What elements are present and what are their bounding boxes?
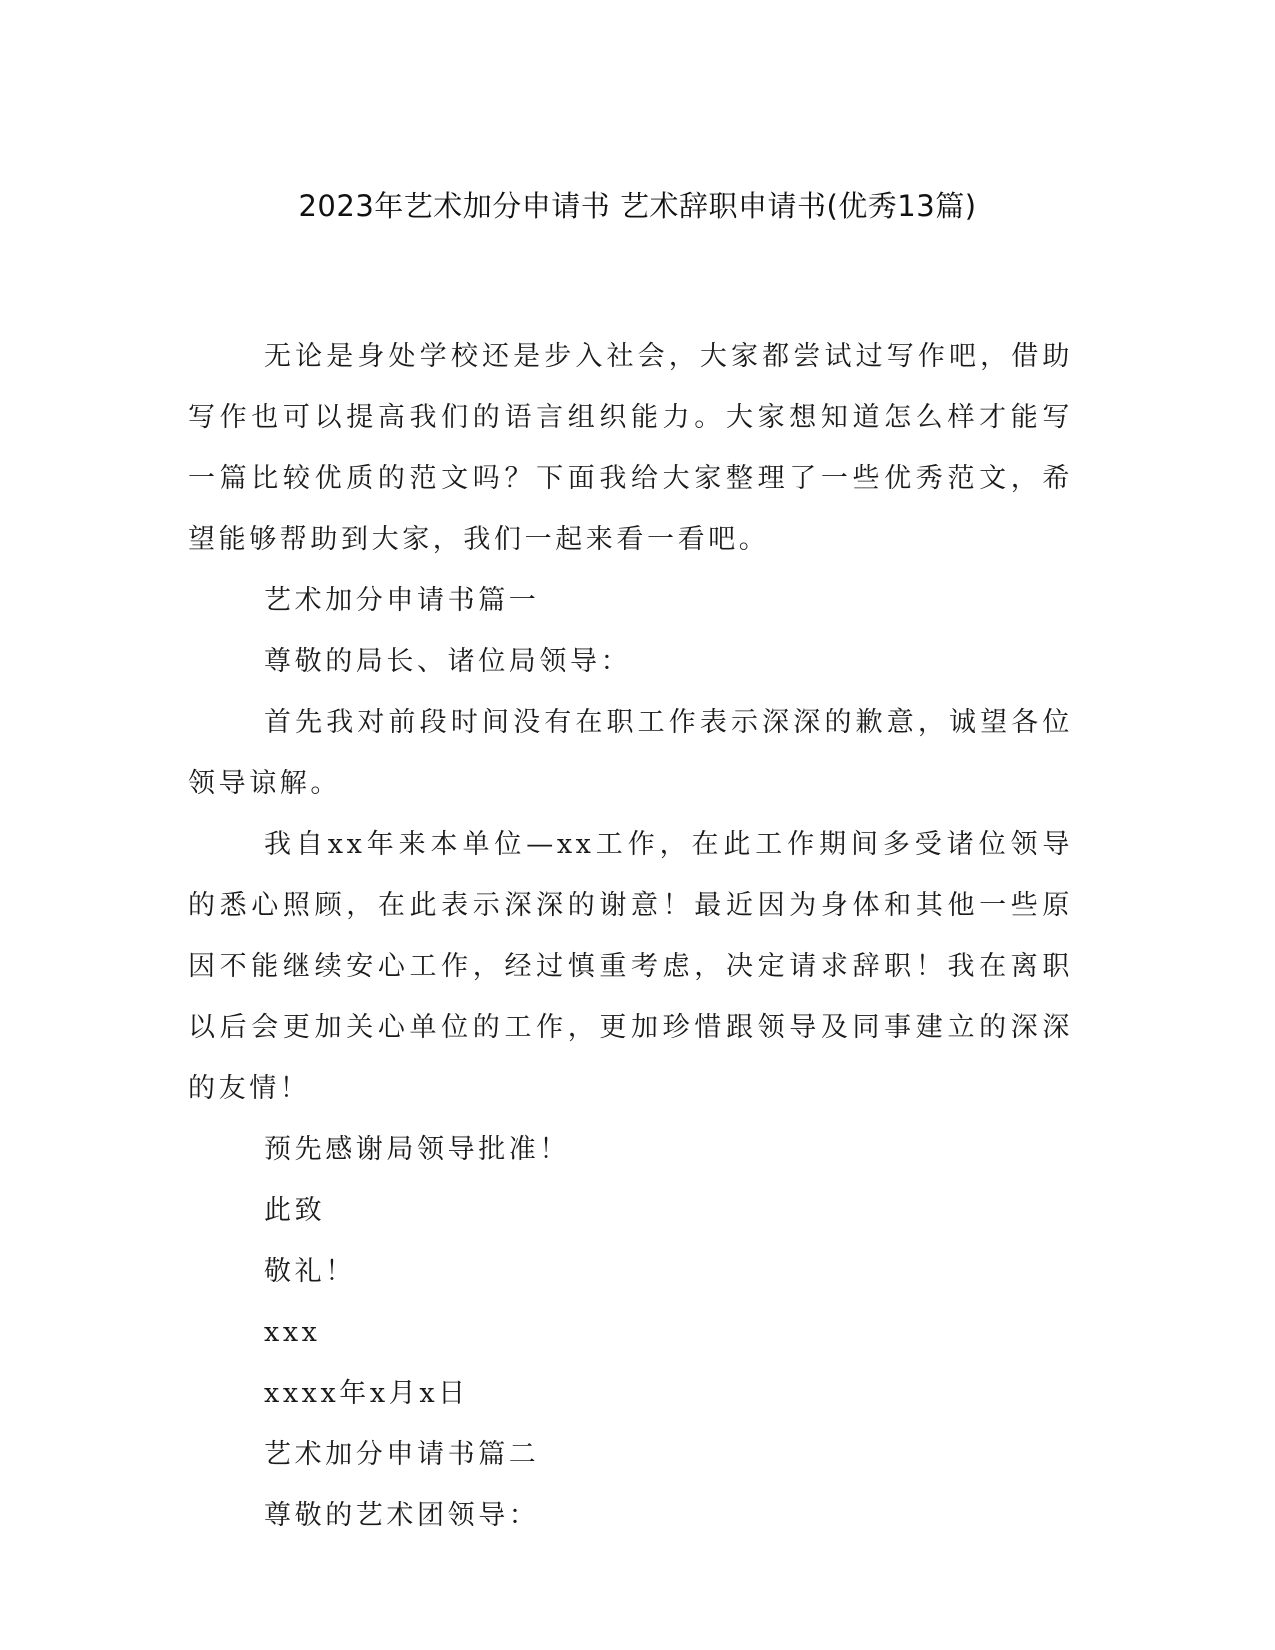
section-heading-1: 艺术加分申请书篇一 bbox=[264, 585, 540, 616]
body-paragraph: 我自xx年来本单位—xx工作，在此工作期间多受诸位领导的悉心照顾，在此表示深深的谢意！最近因为身体和其他一些原因不能继续安心工作，经过慎重考虑，决定请求辞职！我在离职以后会更加关心单位的工作，更加珍惜跟领导及同事建立的深深的友情！ bbox=[188, 829, 1073, 1104]
intro-paragraph: 无论是身处学校还是步入社会，大家都尝试过写作吧，借助写作也可以提高我们的语言组织能力。大家想知道怎么样才能写一篇比较优质的范文吗？下面我给大家整理了一些优秀范文，希望能够帮助到大家，我们一起来看一看吧。 bbox=[188, 341, 1073, 555]
document-title: 2023年艺术加分申请书 艺术辞职申请书(优秀13篇) bbox=[298, 189, 977, 223]
salutation: 尊敬的艺术团领导： bbox=[264, 1500, 540, 1531]
salutation: 尊敬的局长、诸位局领导： bbox=[264, 646, 632, 677]
body-paragraph: 预先感谢局领导批准！ bbox=[264, 1134, 570, 1165]
section-heading-2: 艺术加分申请书篇二 bbox=[264, 1439, 540, 1470]
document-body bbox=[188, 326, 1073, 1546]
body-paragraph: 首先我对前段时间没有在职工作表示深深的歉意，诚望各位领导谅解。 bbox=[188, 707, 1073, 799]
signature-name: xxx bbox=[264, 1317, 321, 1348]
closing-line: 此致 bbox=[264, 1195, 326, 1226]
closing-line: 敬礼！ bbox=[264, 1256, 356, 1287]
signature-date: xxxx年x月x日 bbox=[264, 1378, 469, 1409]
